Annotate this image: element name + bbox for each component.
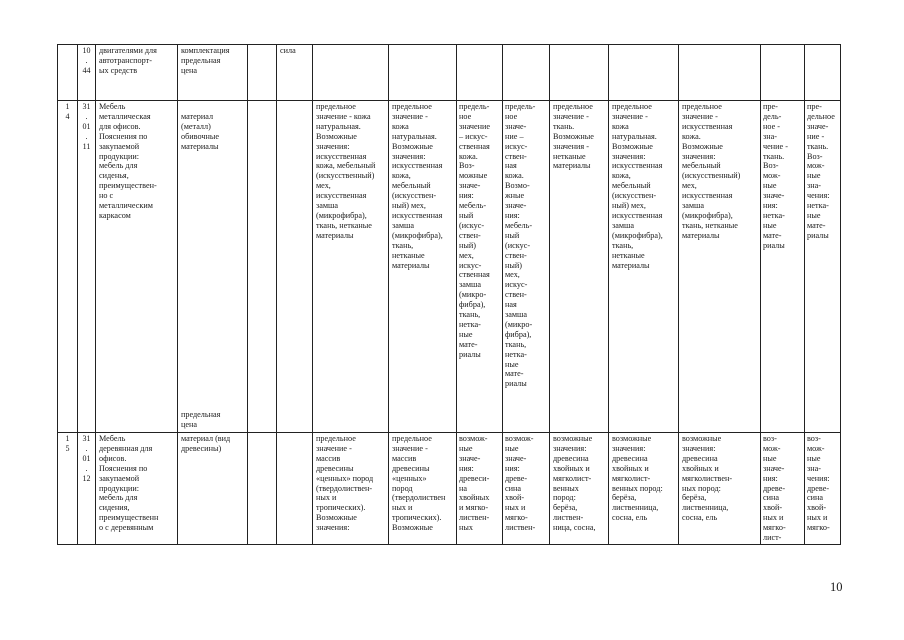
value-cell: возмож- ные значе- ния: древеси- на хвойных и мягко- листвен- ных [457,433,503,545]
value-cell: возможные значения: древесина хвойных и мягколиствен- ных пород: берёза, лиственница, сосна, ель [679,433,761,545]
document-table [57,44,841,545]
characteristic-cell: комплектация предельная цена [178,45,248,101]
row-code-cell: 31 . 01 . 12 [78,433,96,545]
value-cell: пре- дельное значе- ние - ткань. Воз- мож- ные зна- чения: нетка- ные мате- риалы [805,101,841,433]
characteristic-price: предельная цена [181,410,221,430]
value-cell: воз- мож- ные зна- чения: древе- сина хвой- ных и мягко- [805,433,841,545]
value-cell [679,45,761,101]
product-name-cell: Мебель деревянная для офисов. Пояснения по закупаемой продукции: мебель для сидения, преимущественн о с деревянным [96,433,178,545]
unit-name-cell: сила [277,45,313,101]
unit-cell [248,45,277,101]
row-code-cell: 10 . 44 [78,45,96,101]
value-cell: предель- ное значе- ние – искус- ствен- ная кожа. Возмо- жные значе- ния: мебель- ный (искус- ствен- ный) мех, искус- ствен- ная замша (микро- фибра), ткань, нетка- ные мате- риалы [503,101,550,433]
value-cell [805,45,841,101]
unit-name-cell [277,101,313,433]
value-cell: возможные значения: древесина хвойных и мягколист- венных пород: берёза, лиственница, сосна, ель [609,433,679,545]
row-index-cell [58,45,78,101]
value-cell [313,45,389,101]
unit-name-cell [277,433,313,545]
page-number: 10 [830,580,843,594]
value-cell: предельное значение - ткань. Возможные значения - нетканые материалы [550,101,609,433]
value-cell: предельное значение - кожа натуральная. Возможные значения: искусственная кожа, мебельный (искусствен- ный) мех, искусственная замша (микрофибра), ткань, нетканые материалы [609,101,679,433]
value-cell: пре- дель- ное - зна- чение - ткань. Воз- мож- ные значе- ния: нетка- ные мате- риалы [761,101,805,433]
value-cell [389,45,457,101]
value-cell: возмож- ные значе- ния: древе- сина хвой- ных и мягко- листвен- [503,433,550,545]
value-cell [609,45,679,101]
row-index-cell: 1 4 [58,101,78,433]
value-cell: предельное значение - массив древесины «ценных» пород (твердолиствен- ных и тропических). Возможные значения: [313,433,389,545]
value-cell [457,45,503,101]
value-cell: предельное значение - искусственная кожа. Возможные значения: мебельный (искусственный) мех, искусственная замша (микрофибра), ткань, нетканые материалы [679,101,761,433]
value-cell [503,45,550,101]
characteristic-cell [178,101,248,433]
value-cell: предельное значение - кожа натуральная. Возможные значения: искусственная кожа, мебельный (искусственный) мех, искусственная замша (микрофибра), ткань, нетканые материалы [313,101,389,433]
table-row [58,45,841,101]
characteristic-material: материал (металл) обивочные материалы [181,111,219,151]
unit-cell [248,101,277,433]
product-name-cell: Мебель металлическая для офисов. Пояснения по закупаемой продукции: мебель для сиденья, преимуществен- но с металлическим каркасом [96,101,178,433]
value-cell [550,45,609,101]
value-cell: возможные значения: древесина хвойных и мягколист- венных пород: берёза, листвен- ница, сосна, [550,433,609,545]
table-row [58,101,841,433]
table-row [58,433,841,545]
value-cell: предель- ное значение – искус- ственная кожа. Воз- можные значе- ния: мебель- ный (искус- ствен- ный) мех, искус- ственная замша (микро- фибра), ткань, нетка- ные мате- риалы [457,101,503,433]
value-cell: предельное значение - кожа натуральная. Возможные значения: искусственная кожа, мебельный (искусствен- ный) мех, искусственная замша (микрофибра), ткань, нетканые материалы [389,101,457,433]
row-code-cell: 31 . 01 . 11 [78,101,96,433]
row-index-cell: 1 5 [58,433,78,545]
value-cell: воз- мож- ные значе- ния: древе- сина хвой- ных и мягко- лист- [761,433,805,545]
unit-cell [248,433,277,545]
product-name-cell: двигателями для автотранспорт- ых средств [96,45,178,101]
value-cell [761,45,805,101]
value-cell: предельное значение - массив древесины «ценных» пород (твердолиствен ных и тропических). Возможные [389,433,457,545]
characteristic-cell: материал (вид древесины) [178,433,248,545]
